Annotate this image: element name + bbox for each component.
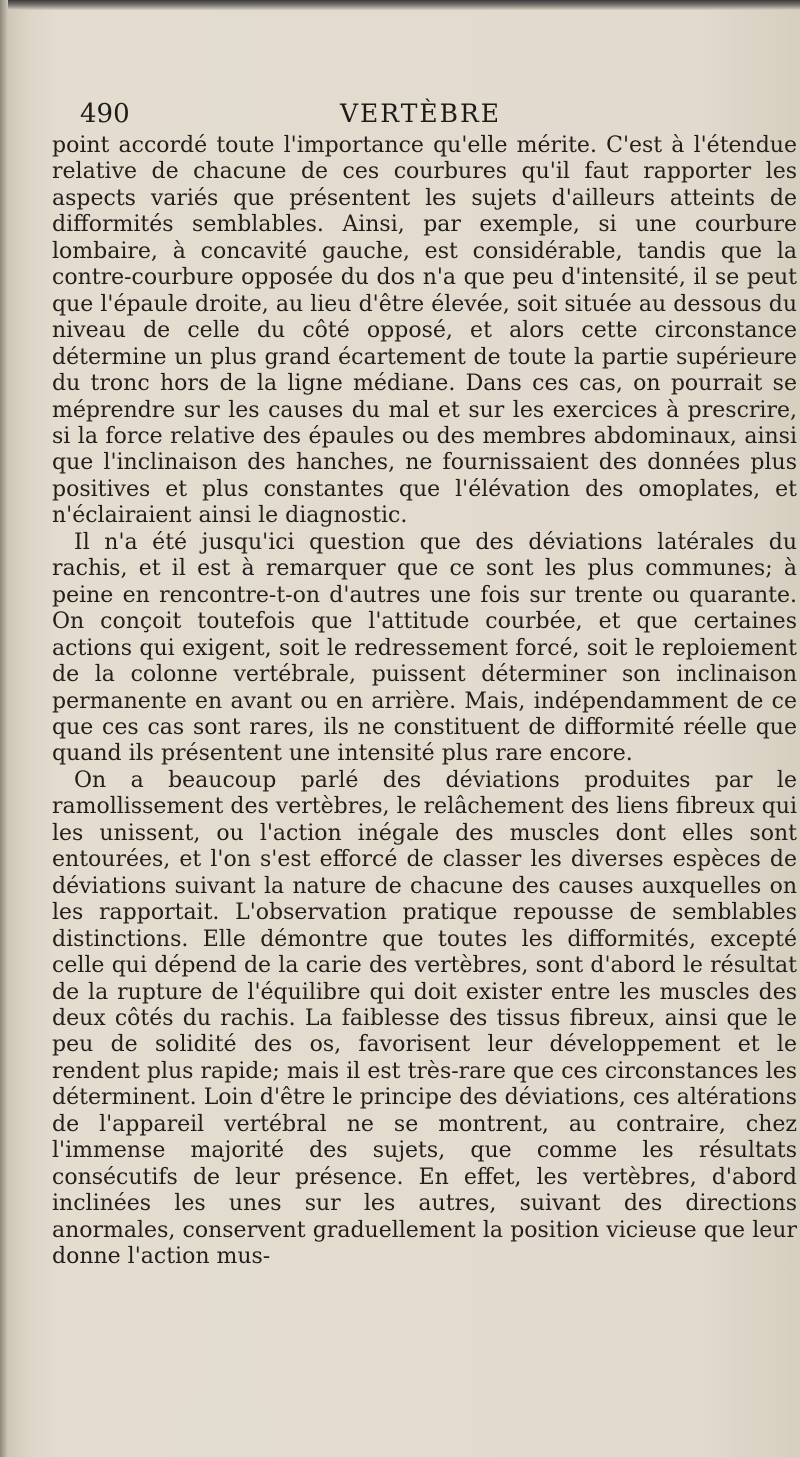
running-head: VERTÈBRE — [340, 99, 502, 128]
paragraph: point accordé toute l'importance qu'elle mérite. C'est à l'étendue relative de chacune de ces courbures qu'il faut rapporter les aspects variés que présentent les sujets d'ailleurs atteints de difformités semblables. Ainsi, par exemple, si une courbure lombaire, à concavité gauche, est considérable, tandis que la contre-courbure opposée du dos n'a que peu d'intensité, il se peut que l'épaule droite, au lieu d'être élevée, soit située au dessous du niveau de celle du côté opposé, et alors cette circonstance détermine un plus grand écartement de toute la partie supérieure du tronc hors de la ligne médiane. Dans ces cas, on pourrait se méprendre sur les causes du mal et sur les exercices à prescrire, si la force relative des épaules ou des membres abdominaux, ainsi que l'inclinaison des hanches, ne fournissaient des données plus positives et plus constantes que l'élévation des omoplates, et n'éclairaient ainsi le diagnostic. — [52, 133, 797, 529]
body-text — [52, 133, 797, 1270]
page-number: 490 — [80, 99, 130, 129]
page-binding-edge — [0, 0, 8, 1457]
paragraph: Il n'a été jusqu'ici question que des déviations latérales du rachis, et il est à remarquer que ce sont les plus communes; à peine en rencontre-t-on d'autres une fois sur trente ou quarante. On conçoit toutefois que l'attitude courbée, et que certaines actions qui exigent, soit le redressement forcé, soit le reploiement de la colonne vertébrale, puissent déterminer son inclinaison permanente en avant ou en arrière. Mais, indépendamment de ce que ces cas sont rares, ils ne constituent de difformité réelle que quand ils présentent une intensité plus rare encore. — [52, 529, 797, 767]
page-header — [80, 96, 740, 132]
page-top-edge — [0, 0, 800, 10]
paragraph: On a beaucoup parlé des déviations produites par le ramollissement des vertèbres, le relâchement des liens fibreux qui les unissent, ou l'action inégale des muscles dont elles sont entourées, et l'on s'est efforcé de classer les diverses espèces de déviations suivant la nature de chacune des causes auxquelles on les rapportait. L'observation pratique repousse de semblables distinctions. Elle démontre que toutes les difformités, excepté celle qui dépend de la carie des vertèbres, sont d'abord le résultat de la rupture de l'équilibre qui doit exister entre les muscles des deux côtés du rachis. La faiblesse des tissus fibreux, ainsi que le peu de solidité des os, favorisent leur développement et le rendent plus rapide; mais il est très-rare que ces circonstances les déterminent. Loin d'être le principe des déviations, ces altérations de l'appareil vertébral ne se montrent, au contraire, chez l'immense majorité des sujets, que comme les résultats consécutifs de leur présence. En effet, les vertèbres, d'abord inclinées les unes sur les autres, suivant des directions anormales, conservent graduellement la position vicieuse que leur donne l'action mus- — [52, 767, 797, 1270]
